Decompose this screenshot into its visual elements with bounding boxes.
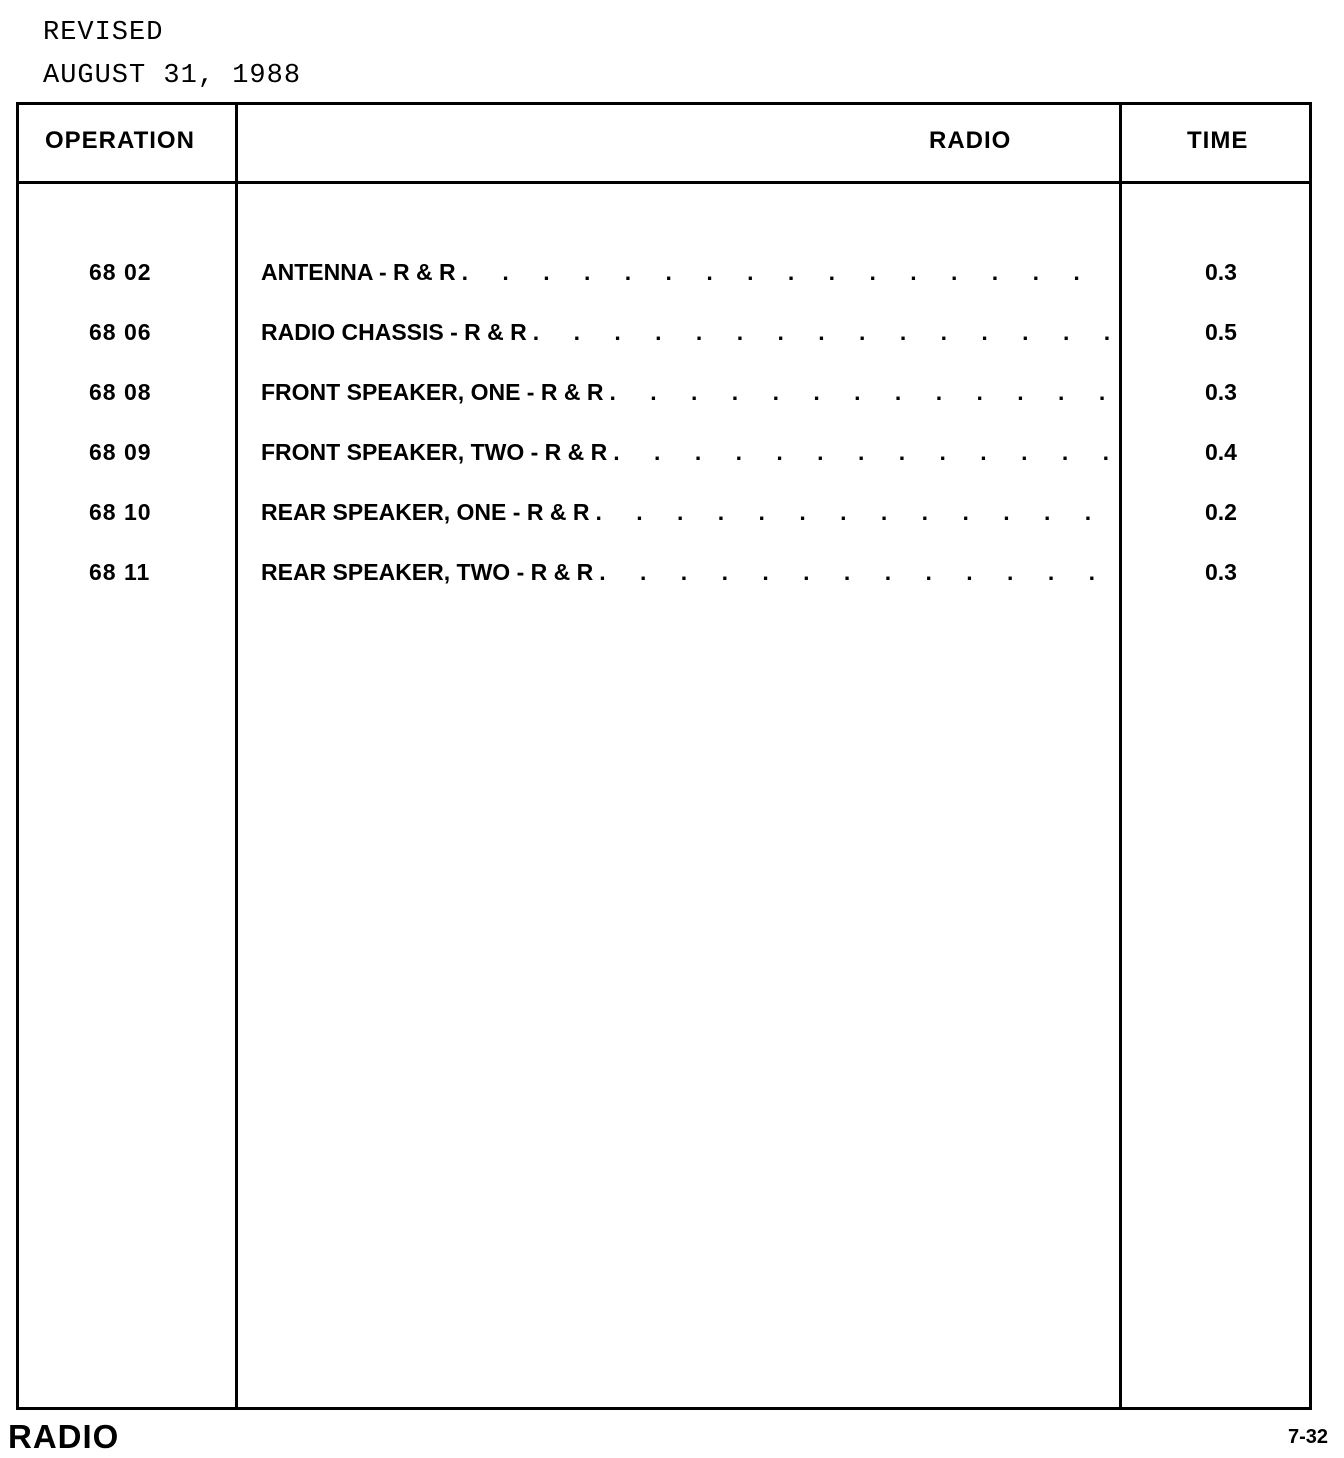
revision-label: REVISED — [43, 18, 164, 48]
table-row — [19, 319, 1309, 379]
section-footer-title: RADIO — [8, 1418, 120, 1455]
description-cell — [261, 319, 1113, 346]
dot-leader — [595, 499, 1113, 526]
operation-time: 0.4 — [1205, 439, 1237, 465]
table-body — [19, 259, 1309, 619]
dot-leader — [599, 559, 1113, 586]
operation-description: FRONT SPEAKER, ONE - R & R — [261, 379, 604, 405]
section-column-header: RADIO — [929, 127, 1012, 154]
revision-date: AUGUST 31, 1988 — [43, 61, 302, 91]
operation-description: REAR SPEAKER, ONE - R & R — [261, 499, 590, 525]
description-cell — [261, 379, 1113, 406]
header-divider — [19, 181, 1309, 184]
dot-leader — [533, 319, 1113, 346]
operation-code: 68 10 — [89, 499, 152, 525]
operation-description: REAR SPEAKER, TWO - R & R — [261, 559, 594, 585]
table-row — [19, 559, 1309, 619]
operation-code: 68 06 — [89, 319, 152, 345]
operation-description: FRONT SPEAKER, TWO - R & R — [261, 439, 608, 465]
description-cell — [261, 259, 1113, 286]
labor-time-table — [16, 102, 1312, 1410]
operation-description: RADIO CHASSIS - R & R — [261, 319, 527, 345]
revision-note — [43, 12, 301, 98]
operation-time: 0.3 — [1205, 559, 1237, 585]
page-number: 7-32 — [1287, 1426, 1328, 1448]
operation-column-header: OPERATION — [45, 127, 195, 154]
table-row — [19, 439, 1309, 499]
dot-leader — [613, 439, 1113, 466]
operation-code: 68 02 — [89, 259, 152, 285]
description-cell — [261, 499, 1113, 526]
operation-time: 0.5 — [1205, 319, 1237, 345]
operation-code: 68 08 — [89, 379, 152, 405]
time-column-header: TIME — [1187, 127, 1249, 154]
operation-time: 0.3 — [1205, 379, 1237, 405]
description-cell — [261, 559, 1113, 586]
table-row — [19, 379, 1309, 439]
table-row — [19, 499, 1309, 559]
operation-time: 0.3 — [1205, 259, 1237, 285]
dot-leader — [609, 379, 1113, 406]
description-cell — [261, 439, 1113, 466]
operation-time: 0.2 — [1205, 499, 1237, 525]
table-row — [19, 259, 1309, 319]
operation-code: 68 09 — [89, 439, 152, 465]
operation-description: ANTENNA - R & R — [261, 259, 456, 285]
dot-leader — [462, 259, 1113, 286]
operation-code: 68 11 — [89, 559, 151, 585]
